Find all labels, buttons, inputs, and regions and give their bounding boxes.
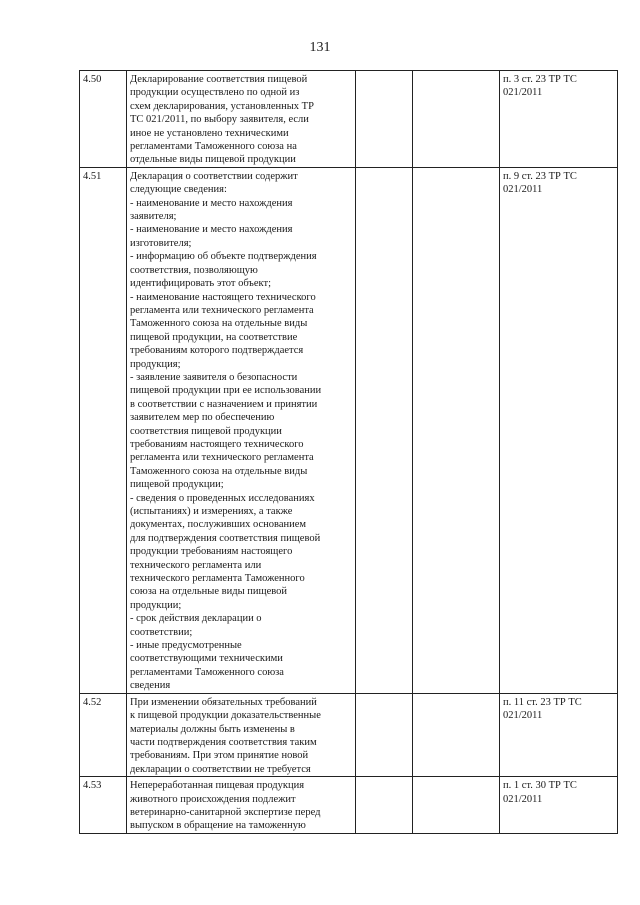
requirement-line: - наименование настоящего технического [130, 291, 316, 303]
requirement-line: требованиям настоящего технического [130, 438, 304, 450]
requirement-line: - иные предусмотренные [130, 640, 242, 652]
empty-cell [356, 71, 413, 168]
requirement-line: Таможенного союза на отдельные виды [130, 465, 308, 477]
requirement-line: (испытаниях) и измерениях, а также [130, 506, 293, 517]
requirement-line: Декларация о соответствии содержит [130, 170, 298, 182]
requirement-line: регламентами Таможенного союза на [130, 141, 297, 153]
page-number: 131 [309, 40, 331, 55]
empty-cell [413, 71, 500, 168]
reference-line: п. 1 ст. 30 ТР ТС [503, 780, 577, 792]
table-row [80, 71, 618, 168]
empty-cell [413, 167, 500, 693]
requirement-line: иное не установлено техническими [130, 127, 289, 139]
requirement-line: продукция; [130, 358, 181, 370]
item-number: 4.50 [80, 71, 127, 168]
requirement-line: - наименование и место нахождения [130, 197, 293, 209]
requirement-text [127, 777, 356, 834]
regulation-reference [500, 693, 618, 776]
requirement-line: отдельные виды пищевой продукции [130, 154, 296, 166]
requirement-line: материалы должны быть изменены в [130, 723, 295, 735]
requirement-line: соответствия пищевой продукции [130, 425, 282, 437]
empty-cell [413, 693, 500, 776]
requirement-line: требованиям. При этом принятие новой [130, 750, 309, 762]
requirement-line: документах, послуживших основанием [130, 519, 307, 531]
reference-line: п. 11 ст. 23 ТР ТС [503, 696, 582, 708]
requirement-line: При изменении обязательных требований [130, 696, 317, 708]
requirement-line: следующие сведения: [130, 184, 227, 196]
item-number: 4.53 [80, 777, 127, 834]
requirement-line: регламентами Таможенного союза [130, 666, 284, 678]
requirement-line: - срок действия декларации о [130, 613, 262, 625]
requirement-line: изготовителя; [130, 237, 192, 249]
requirement-line: требованиям которого подтверждается [130, 345, 304, 357]
item-number: 4.51 [80, 167, 127, 693]
requirement-line: - заявление заявителя о безопасности [130, 371, 298, 383]
reference-line: п. 3 ст. 23 ТР ТС [503, 74, 577, 85]
requirement-line: Декларирование соответствия пищевой [130, 74, 308, 85]
table-row [80, 777, 618, 834]
item-number: 4.52 [80, 693, 127, 776]
requirement-line: ТС 021/2011, по выбору заявителя, если [130, 114, 309, 126]
empty-cell [356, 693, 413, 776]
requirement-text [127, 71, 356, 168]
requirement-line: ветеринарно-санитарной экспертизе перед [130, 806, 321, 818]
requirement-line: сведения [130, 680, 171, 692]
requirement-line: заявителем мер по обеспечению [130, 412, 275, 424]
requirement-line: соответствия, позволяющую [130, 264, 258, 276]
requirement-line: регламента или технического регламента [130, 304, 314, 316]
requirement-line: заявителя; [130, 211, 177, 223]
reference-line: 021/2011 [503, 184, 543, 196]
requirement-line: технического регламента Таможенного [130, 573, 305, 585]
requirement-line: в соответствии с назначением и принятии [130, 398, 318, 410]
requirement-line: соответствующими техническими [130, 653, 283, 665]
requirement-line: - информацию об объекте подтверждения [130, 251, 317, 263]
empty-cell [413, 777, 500, 834]
requirement-line: технического регламента или [130, 559, 262, 571]
requirements-table [79, 70, 618, 834]
regulation-reference [500, 71, 618, 168]
regulation-reference [500, 777, 618, 834]
reference-line: п. 9 ст. 23 ТР ТС [503, 170, 577, 182]
requirement-line: Таможенного союза на отдельные виды [130, 318, 308, 330]
empty-cell [356, 777, 413, 834]
empty-cell [356, 167, 413, 693]
requirement-text [127, 693, 356, 776]
requirement-line: - наименование и место нахождения [130, 224, 293, 236]
requirement-line: выпуском в обращение на таможенную [130, 820, 306, 832]
requirement-line: продукции осуществлено по одной из [130, 87, 300, 99]
reference-line: 021/2011 [503, 710, 543, 722]
reference-line: 021/2011 [503, 87, 543, 99]
requirement-line: соответствии; [130, 626, 193, 638]
requirement-line: декларации о соответствии не требуется [130, 763, 311, 775]
requirement-line: союза на отдельные виды пищевой [130, 586, 287, 598]
table-row [80, 167, 618, 693]
requirement-text [127, 167, 356, 693]
requirement-line: для подтверждения соответствия пищевой [130, 532, 321, 544]
requirement-line: животного происхождения подлежит [130, 793, 296, 805]
requirement-line: продукции требованиям настоящего [130, 546, 293, 558]
requirement-line: схем декларирования, установленных ТР [130, 100, 314, 112]
requirement-line: к пищевой продукции доказательственные [130, 710, 321, 722]
requirement-line: регламента или технического регламента [130, 452, 314, 464]
table-row [80, 693, 618, 776]
requirement-line: пищевой продукции при ее использовании [130, 385, 322, 397]
requirement-line: пищевой продукции, на соответствие [130, 331, 298, 343]
requirement-line: идентифицировать этот объект; [130, 278, 271, 290]
requirement-line: продукции; [130, 599, 182, 611]
requirement-line: пищевой продукции; [130, 479, 224, 491]
requirement-line: - сведения о проведенных исследованиях [130, 492, 315, 504]
regulation-reference [500, 167, 618, 693]
requirement-line: Непереработанная пищевая продукция [130, 780, 305, 792]
requirement-line: части подтверждения соответствия таким [130, 736, 317, 748]
reference-line: 021/2011 [503, 793, 543, 805]
